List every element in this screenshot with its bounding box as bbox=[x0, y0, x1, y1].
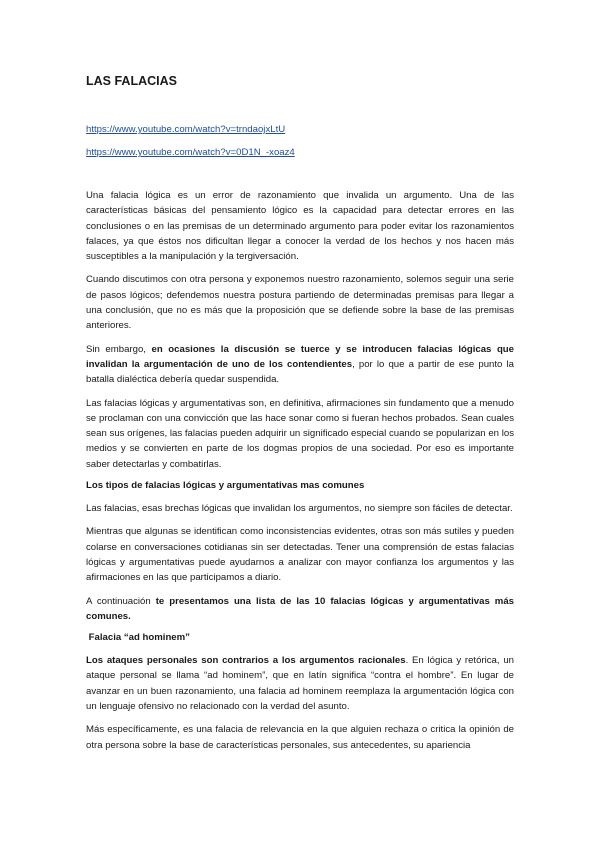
paragraph-fallacies-definition: Las falacias lógicas y argumentativas son, en definitiva, afirmaciones sin fundamento que a menudo se proclaman con una convicción que las hace sonar como si fueran hechos probados. Sean cuales sean sus orígenes, las falacias pueden adquirir un significado especial cuando se popularizan en los medios y se convierten en parte de los dogmas propios de una sociedad. Por eso es importante saber detectarlas y combatirlas. bbox=[86, 397, 514, 470]
paragraph-gaps: Las falacias, esas brechas lógicas que invalidan los argumentos, no siempre son fáciles de detectar. bbox=[86, 503, 513, 515]
paragraph-however bbox=[86, 342, 514, 388]
video-links bbox=[86, 124, 514, 158]
paragraph-personal-attacks-bold: Los ataques personales son contrarios a los argumentos racionales bbox=[86, 655, 406, 667]
paragraph-personal-attacks bbox=[86, 653, 514, 714]
paragraph-however-pre: Sin embargo, bbox=[86, 343, 152, 355]
paragraph-discussion: Cuando discutimos con otra persona y exponemos nuestro razonamiento, solemos seguir una serie de pasos lógicos; defendemos nuestra postura partiendo de determinadas premisas para llegar a una conclusión, que no es más que la proposición que se defiende sobre la base de las premisas anteriores. bbox=[86, 274, 514, 332]
paragraph-however-post: , por lo que a partir de ese punto la batalla dialéctica debería quedar suspendida. bbox=[86, 358, 514, 386]
paragraph-relevance: Más específicamente, es una falacia de relevancia en la que alguien rechaza o critica la opinión de otra persona sobre la base de características personales, sus antecedentes, su apariencia bbox=[86, 724, 514, 751]
paragraph-list-intro-bold: te presentamos una lista de las 10 falacias lógicas y argumentativas más comunes. bbox=[86, 595, 514, 622]
paragraph-personal-attacks-post: . En lógica y retórica, un ataque personal se llama “ad hominem”, que en latín significa “contra el hombre”. En lugar de avanzar en un buen razonamiento, una falacia ad hominem reemplaza la argumentación lógica con un lenguaje ofensivo no relacionado con la verdad del asunto. bbox=[86, 655, 514, 713]
paragraph-subtle: Mientras que algunas se identifican como inconsistencias evidentes, otras son más sutiles y pueden colarse en conversaciones cotidianas sin ser detectadas. Tener una comprensión de estas falacias lógicas y argumentativas puede ayudarnos a analizar con mayor confianza los argumentos y las afirmaciones en las que participamos a diario. bbox=[86, 526, 514, 584]
section-heading-types: Los tipos de falacias lógicas y argumentativas mas comunes bbox=[86, 480, 365, 492]
paragraph-however-bold: en ocasiones la discusión se tuerce y se introducen falacias lógicas que invalidan la argumentación de uno de los contendientes bbox=[86, 343, 514, 370]
paragraph-list-intro bbox=[86, 594, 514, 625]
youtube-link-1[interactable]: https://www.youtube.com/watch?v=trndaojxLtU bbox=[86, 124, 286, 135]
document-title: LAS FALACIAS bbox=[86, 74, 177, 88]
section-heading-ad-hominem: Falacia “ad hominem” bbox=[86, 632, 190, 644]
paragraph-definition: Una falacia lógica es un error de razonamiento que invalida un argumento. Una de las características básicas del pensamiento lógico es la capacidad para detectar errores en las conclusiones o en las premisas de un determinado argumento para poder evitar los razonamientos falaces, ya que éstos nos dificultan llegar a conocer la verdad de los hechos y nos hacen más susceptibles a la manipulación y la tergiversación. bbox=[86, 190, 514, 263]
youtube-link-2[interactable]: https://www.youtube.com/watch?v=0D1N_-xoaz4 bbox=[86, 147, 295, 158]
paragraph-list-intro-pre: A continuación bbox=[86, 595, 156, 607]
